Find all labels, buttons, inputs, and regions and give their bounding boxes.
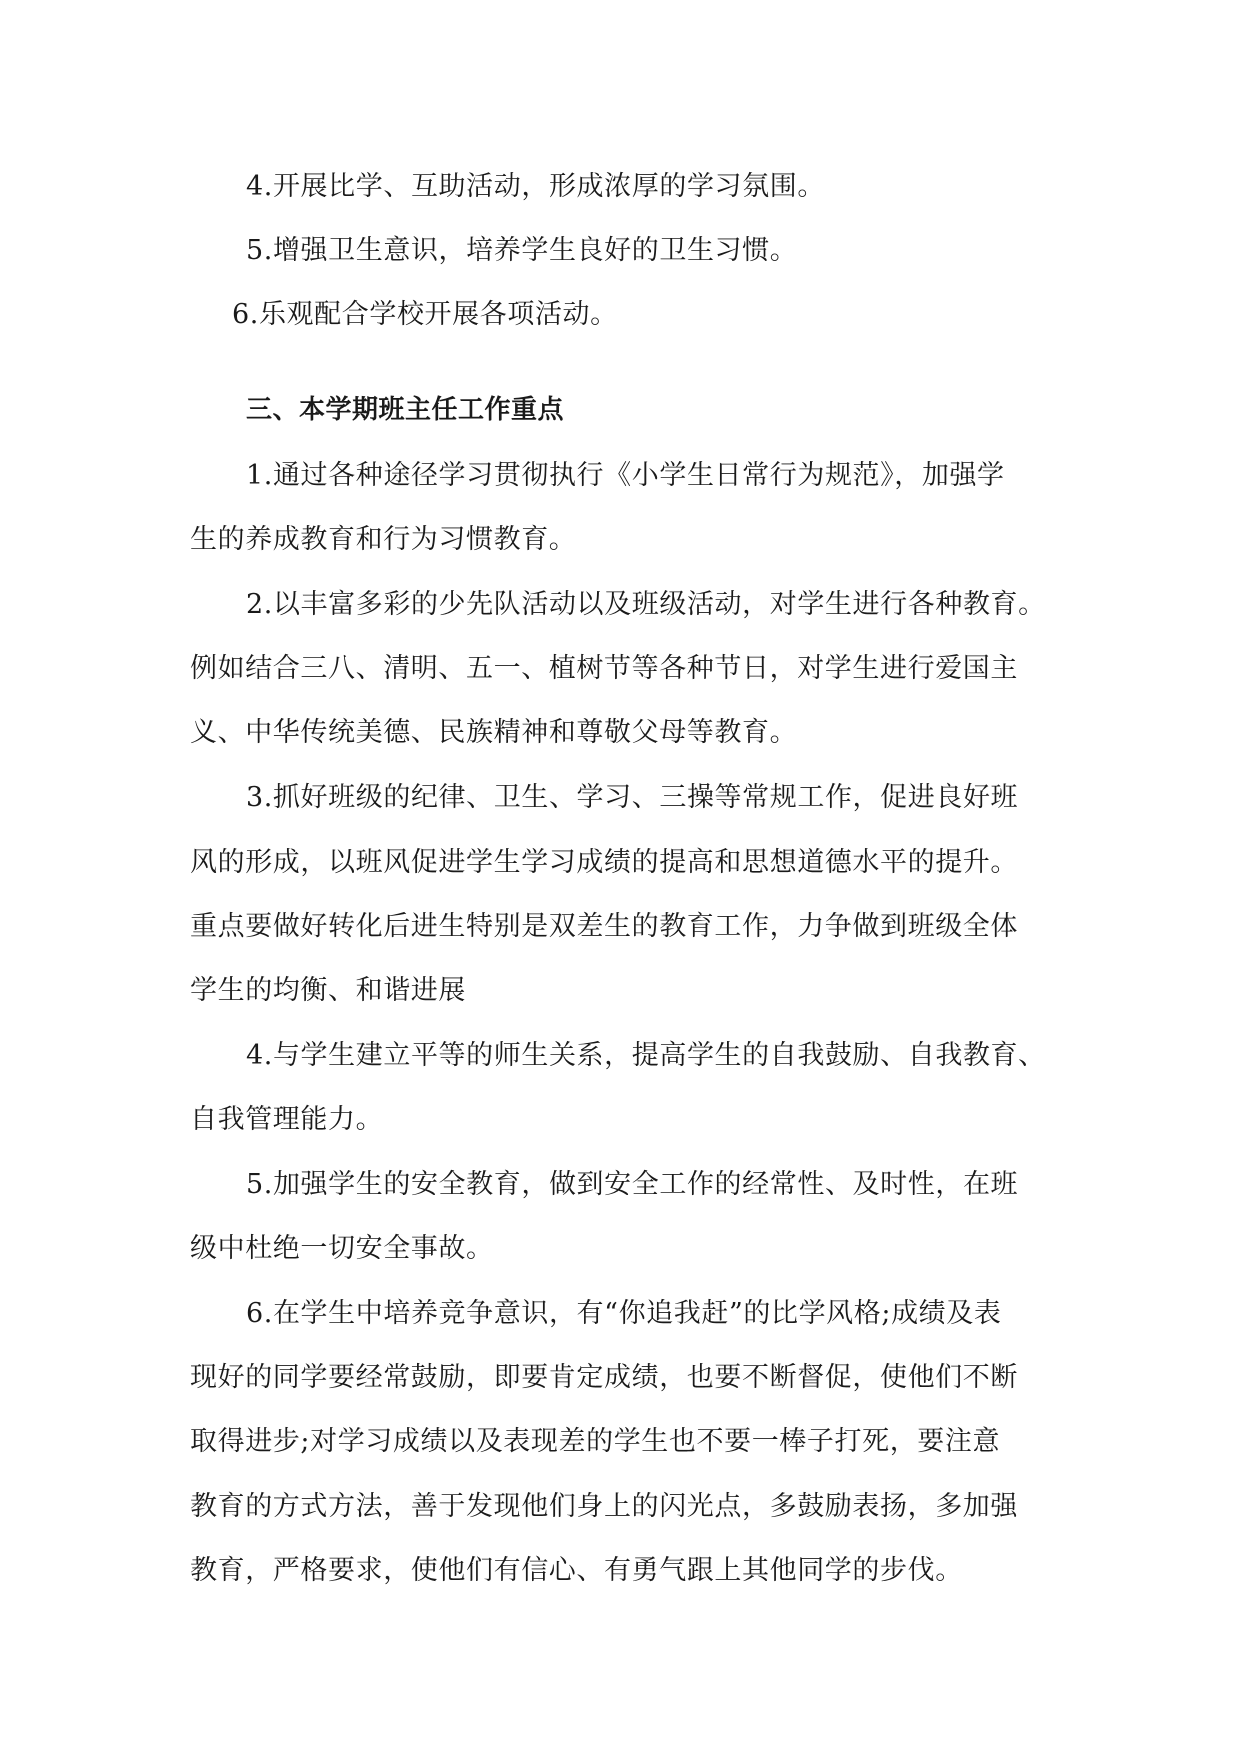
paragraph-line: 重点要做好转化后进生特别是双差生的教育工作，力争做到班级全体 <box>190 911 1018 942</box>
paragraph-line: 学生的均衡、和谐进展 <box>190 975 466 1006</box>
paragraph-line: 自我管理能力。 <box>190 1104 384 1135</box>
paragraph-line: 1.通过各种途径学习贯彻执行《小学生日常行为规范》，加强学 <box>246 460 1005 491</box>
paragraph-line: 教育，严格要求，使他们有信心、有勇气跟上其他同学的步伐。 <box>190 1555 963 1586</box>
list-item: 4.开展比学、互助活动，形成浓厚的学习氛围。 <box>246 171 825 202</box>
paragraph-line: 6.在学生中培养竞争意识，有“你追我赶”的比学风格;成绩及表 <box>246 1298 1002 1329</box>
paragraph-line: 4.与学生建立平等的师生关系，提高学生的自我鼓励、自我教育、 <box>246 1040 1046 1071</box>
paragraph-line: 生的养成教育和行为习惯教育。 <box>190 524 577 555</box>
paragraph-line: 现好的同学要经常鼓励，即要肯定成绩，也要不断督促，使他们不断 <box>190 1362 1018 1393</box>
paragraph-line: 取得进步;对学习成绩以及表现差的学生也不要一棒子打死，要注意 <box>190 1426 1001 1457</box>
list-item: 6.乐观配合学校开展各项活动。 <box>232 299 618 330</box>
paragraph-line: 5.加强学生的安全教育，做到安全工作的经常性、及时性，在班 <box>246 1169 1019 1200</box>
paragraph-line: 级中杜绝一切安全事故。 <box>190 1233 494 1264</box>
paragraph-line: 义、中华传统美德、民族精神和尊敬父母等教育。 <box>190 717 798 748</box>
section-heading: 三、本学期班主任工作重点 <box>246 395 565 425</box>
paragraph-line: 3.抓好班级的纪律、卫生、学习、三操等常规工作，促进良好班 <box>246 782 1019 813</box>
paragraph-line: 2.以丰富多彩的少先队活动以及班级活动，对学生进行各种教育。 <box>246 589 1046 620</box>
list-item: 5.增强卫生意识，培养学生良好的卫生习惯。 <box>246 235 798 266</box>
paragraph-line: 例如结合三八、清明、五一、植树节等各种节日，对学生进行爱国主 <box>190 653 1018 684</box>
paragraph-line: 教育的方式方法，善于发现他们身上的闪光点，多鼓励表扬，多加强 <box>190 1491 1018 1522</box>
paragraph-line: 风的形成，以班风促进学生学习成绩的提高和思想道德水平的提升。 <box>190 847 1018 878</box>
